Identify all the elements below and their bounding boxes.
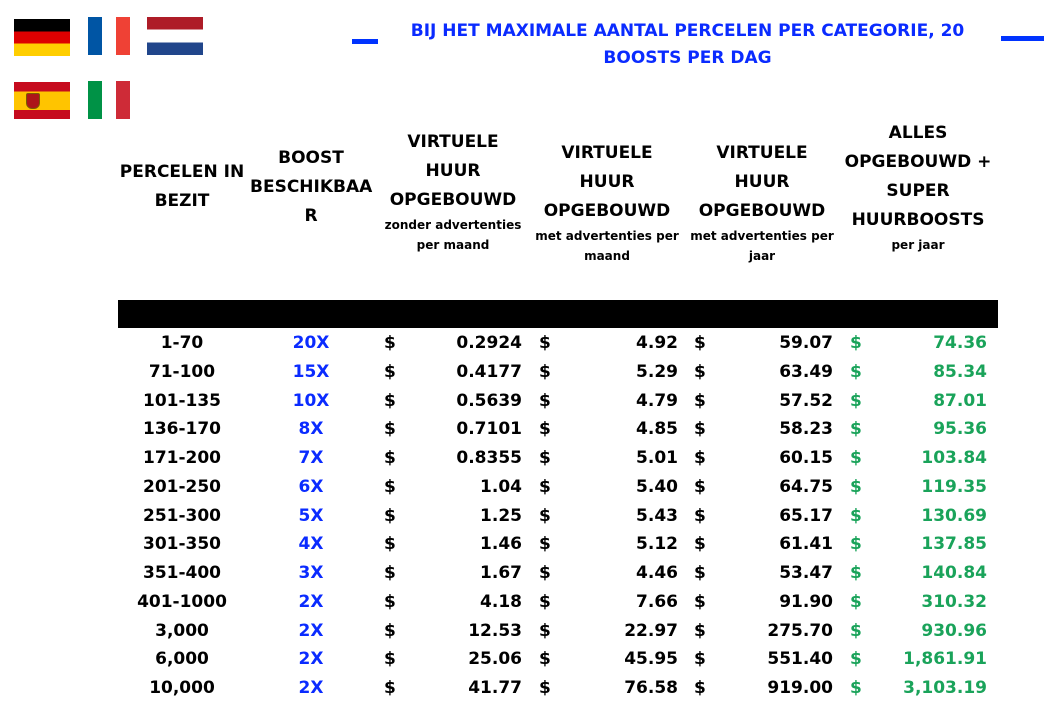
header-virtuele-huur-zonder-maand bbox=[378, 128, 528, 255]
table-row bbox=[0, 387, 1063, 416]
header-label: ALLES OPGEBOUWD + SUPER HUURBOOSTS bbox=[844, 123, 992, 230]
range-cell: 251-300 bbox=[142, 505, 222, 526]
header-sublabel: met advertenties per jaar bbox=[690, 229, 834, 263]
rent-no-ads-month-cell: 0.4177 bbox=[456, 361, 522, 382]
dollar-sign: $ bbox=[384, 333, 396, 353]
boost-cell: 10X bbox=[292, 390, 330, 411]
dollar-sign: $ bbox=[384, 591, 396, 612]
total-super-boosts-year-cell: 119.35 bbox=[921, 476, 987, 497]
boost-cell: 6X bbox=[298, 476, 324, 497]
dollar-sign: $ bbox=[539, 649, 551, 670]
dollar-sign: $ bbox=[384, 620, 396, 641]
table-row bbox=[0, 444, 1063, 473]
header-alles-opgebouwd-super-huurboosts bbox=[844, 119, 992, 255]
dollar-sign: $ bbox=[850, 419, 862, 440]
table-row bbox=[0, 674, 1063, 703]
rent-ads-month-cell: 4.79 bbox=[636, 390, 678, 411]
dollar-sign: $ bbox=[850, 361, 862, 382]
total-super-boosts-year-cell: 85.34 bbox=[933, 361, 987, 382]
range-cell: 201-250 bbox=[142, 476, 222, 497]
rent-ads-month-cell: 45.95 bbox=[624, 649, 678, 670]
dollar-sign: $ bbox=[694, 534, 706, 555]
rent-ads-year-cell: 61.41 bbox=[779, 534, 833, 555]
rent-no-ads-month-cell: 1.67 bbox=[480, 563, 522, 583]
dollar-sign: $ bbox=[384, 505, 396, 526]
range-cell: 401-1000 bbox=[137, 591, 227, 612]
header-virtuele-huur-met-jaar bbox=[688, 139, 836, 266]
table-row bbox=[0, 617, 1063, 646]
flag-germany-icon[interactable] bbox=[14, 19, 70, 56]
rent-ads-year-cell: 57.52 bbox=[779, 390, 833, 411]
table-row bbox=[0, 329, 1063, 358]
rent-ads-month-cell: 4.85 bbox=[636, 419, 678, 440]
table-row bbox=[0, 358, 1063, 387]
range-cell: 301-350 bbox=[142, 534, 222, 555]
dollar-sign: $ bbox=[539, 361, 551, 382]
dollar-sign: $ bbox=[850, 678, 862, 698]
total-super-boosts-year-cell: 1,861.91 bbox=[903, 649, 987, 670]
range-cell: 171-200 bbox=[142, 448, 222, 468]
rent-no-ads-month-cell: 12.53 bbox=[468, 620, 522, 641]
header-divider-bar bbox=[118, 300, 998, 328]
dollar-sign: $ bbox=[694, 505, 706, 526]
dollar-sign: $ bbox=[850, 620, 862, 641]
dollar-sign: $ bbox=[384, 534, 396, 555]
boost-cell: 2X bbox=[298, 620, 324, 641]
header-virtuele-huur-met-maand bbox=[533, 139, 681, 266]
rent-no-ads-month-cell: 4.18 bbox=[480, 591, 522, 612]
dollar-sign: $ bbox=[539, 333, 551, 353]
dollar-sign: $ bbox=[539, 390, 551, 411]
rent-no-ads-month-cell: 1.04 bbox=[480, 476, 522, 497]
boost-cell: 4X bbox=[298, 534, 324, 555]
flag-netherlands-icon[interactable] bbox=[147, 17, 203, 55]
dollar-sign: $ bbox=[694, 591, 706, 612]
boost-cell: 2X bbox=[298, 678, 324, 698]
table-row bbox=[0, 502, 1063, 531]
header-label: PERCELEN IN BEZIT bbox=[119, 162, 245, 211]
range-cell: 3,000 bbox=[155, 620, 209, 641]
dollar-sign: $ bbox=[539, 534, 551, 555]
table-row bbox=[0, 530, 1063, 559]
dollar-sign: $ bbox=[384, 678, 396, 698]
header-label: VIRTUELE HUUR OPGEBOUWD bbox=[543, 143, 671, 221]
rent-ads-month-cell: 7.66 bbox=[636, 591, 678, 612]
dollar-sign: $ bbox=[539, 563, 551, 583]
header-sublabel: zonder advertenties per maand bbox=[384, 218, 522, 252]
dollar-sign: $ bbox=[539, 678, 551, 698]
title-accent-bar-left bbox=[352, 39, 378, 44]
dollar-sign: $ bbox=[850, 505, 862, 526]
dollar-sign: $ bbox=[384, 476, 396, 497]
rent-ads-month-cell: 4.92 bbox=[636, 333, 678, 353]
rent-ads-month-cell: 76.58 bbox=[624, 678, 678, 698]
rent-ads-month-cell: 22.97 bbox=[624, 620, 678, 641]
table-row bbox=[0, 473, 1063, 502]
range-cell: 6,000 bbox=[155, 649, 209, 670]
dollar-sign: $ bbox=[384, 649, 396, 670]
range-cell: 71-100 bbox=[148, 361, 216, 382]
dollar-sign: $ bbox=[850, 649, 862, 670]
flag-france-icon[interactable] bbox=[88, 17, 130, 55]
header-sublabel: per jaar bbox=[891, 238, 945, 252]
rent-ads-year-cell: 59.07 bbox=[779, 333, 833, 353]
dollar-sign: $ bbox=[694, 620, 706, 641]
dollar-sign: $ bbox=[850, 563, 862, 583]
page-title: BIJ HET MAXIMALE AANTAL PERCELEN PER CATEGORIE, 20 BOOSTS PER DAG bbox=[410, 21, 965, 68]
table-row bbox=[0, 645, 1063, 674]
dollar-sign: $ bbox=[850, 591, 862, 612]
rent-ads-year-cell: 91.90 bbox=[779, 591, 833, 612]
dollar-sign: $ bbox=[384, 563, 396, 583]
dollar-sign: $ bbox=[694, 448, 706, 468]
dollar-sign: $ bbox=[694, 649, 706, 670]
dollar-sign: $ bbox=[539, 620, 551, 641]
dollar-sign: $ bbox=[539, 476, 551, 497]
rent-ads-month-cell: 5.12 bbox=[636, 534, 678, 555]
boost-cell: 2X bbox=[298, 591, 324, 612]
dollar-sign: $ bbox=[694, 678, 706, 698]
rent-ads-year-cell: 919.00 bbox=[767, 678, 833, 698]
flag-italy-icon[interactable] bbox=[88, 81, 130, 119]
rent-ads-year-cell: 65.17 bbox=[779, 505, 833, 526]
rent-ads-month-cell: 5.29 bbox=[636, 361, 678, 382]
rent-ads-month-cell: 5.01 bbox=[636, 448, 678, 468]
boost-cell: 3X bbox=[298, 563, 324, 583]
dollar-sign: $ bbox=[850, 333, 862, 353]
header-label: VIRTUELE HUUR OPGEBOUWD bbox=[389, 132, 517, 210]
dollar-sign: $ bbox=[694, 361, 706, 382]
boost-cell: 8X bbox=[298, 419, 324, 440]
dollar-sign: $ bbox=[539, 591, 551, 612]
dollar-sign: $ bbox=[694, 333, 706, 353]
title-accent-bar-right bbox=[1001, 36, 1044, 41]
dollar-sign: $ bbox=[539, 419, 551, 440]
rent-ads-year-cell: 551.40 bbox=[767, 649, 833, 670]
header-label: VIRTUELE HUUR OPGEBOUWD bbox=[698, 143, 826, 221]
range-cell: 136-170 bbox=[142, 419, 222, 440]
total-super-boosts-year-cell: 137.85 bbox=[921, 534, 987, 555]
boost-cell: 15X bbox=[292, 361, 330, 382]
dollar-sign: $ bbox=[694, 476, 706, 497]
header-label: BOOST BESCHIKBAA R bbox=[250, 148, 373, 226]
rent-no-ads-month-cell: 0.8355 bbox=[456, 448, 522, 468]
range-cell: 10,000 bbox=[149, 678, 215, 698]
total-super-boosts-year-cell: 74.36 bbox=[933, 333, 987, 353]
dollar-sign: $ bbox=[384, 361, 396, 382]
total-super-boosts-year-cell: 3,103.19 bbox=[903, 678, 987, 698]
dollar-sign: $ bbox=[694, 563, 706, 583]
rent-ads-month-cell: 4.46 bbox=[636, 563, 678, 583]
dollar-sign: $ bbox=[539, 448, 551, 468]
dollar-sign: $ bbox=[850, 476, 862, 497]
boost-cell: 7X bbox=[298, 448, 324, 468]
boost-cell: 2X bbox=[298, 649, 324, 670]
range-cell: 1-70 bbox=[160, 333, 204, 353]
header-percelen-in-bezit bbox=[118, 158, 246, 216]
dollar-sign: $ bbox=[694, 419, 706, 440]
rent-no-ads-month-cell: 0.2924 bbox=[456, 333, 522, 353]
rent-no-ads-month-cell: 41.77 bbox=[468, 678, 522, 698]
total-super-boosts-year-cell: 930.96 bbox=[921, 620, 987, 641]
rent-ads-year-cell: 275.70 bbox=[767, 620, 833, 641]
dollar-sign: $ bbox=[539, 505, 551, 526]
range-cell: 101-135 bbox=[142, 390, 222, 411]
boost-cell: 5X bbox=[298, 505, 324, 526]
total-super-boosts-year-cell: 310.32 bbox=[921, 591, 987, 612]
boost-cell: 20X bbox=[292, 333, 330, 353]
rent-ads-month-cell: 5.40 bbox=[636, 476, 678, 497]
rent-no-ads-month-cell: 0.5639 bbox=[456, 390, 522, 411]
flag-spain-icon[interactable] bbox=[14, 82, 70, 119]
rent-ads-year-cell: 58.23 bbox=[779, 419, 833, 440]
spain-crest-icon bbox=[26, 93, 40, 109]
dollar-sign: $ bbox=[850, 390, 862, 411]
dollar-sign: $ bbox=[384, 390, 396, 411]
table-row bbox=[0, 415, 1063, 444]
table-row bbox=[0, 588, 1063, 617]
total-super-boosts-year-cell: 87.01 bbox=[933, 390, 987, 411]
total-super-boosts-year-cell: 130.69 bbox=[921, 505, 987, 526]
table-row bbox=[0, 559, 1063, 588]
rent-no-ads-month-cell: 1.46 bbox=[480, 534, 522, 555]
rent-no-ads-month-cell: 0.7101 bbox=[456, 419, 522, 440]
dollar-sign: $ bbox=[384, 419, 396, 440]
rent-ads-year-cell: 64.75 bbox=[779, 476, 833, 497]
range-cell: 351-400 bbox=[142, 563, 222, 583]
total-super-boosts-year-cell: 95.36 bbox=[933, 419, 987, 440]
dollar-sign: $ bbox=[850, 448, 862, 468]
dollar-sign: $ bbox=[384, 448, 396, 468]
dollar-sign: $ bbox=[694, 390, 706, 411]
header-boost-beschikbaar bbox=[250, 144, 372, 231]
rent-ads-year-cell: 63.49 bbox=[779, 361, 833, 382]
rent-ads-year-cell: 53.47 bbox=[779, 563, 833, 583]
rent-ads-month-cell: 5.43 bbox=[636, 505, 678, 526]
rent-no-ads-month-cell: 25.06 bbox=[468, 649, 522, 670]
total-super-boosts-year-cell: 140.84 bbox=[921, 563, 987, 583]
rent-no-ads-month-cell: 1.25 bbox=[480, 505, 522, 526]
rent-ads-year-cell: 60.15 bbox=[779, 448, 833, 468]
dollar-sign: $ bbox=[850, 534, 862, 555]
total-super-boosts-year-cell: 103.84 bbox=[921, 448, 987, 468]
header-sublabel: met advertenties per maand bbox=[535, 229, 679, 263]
